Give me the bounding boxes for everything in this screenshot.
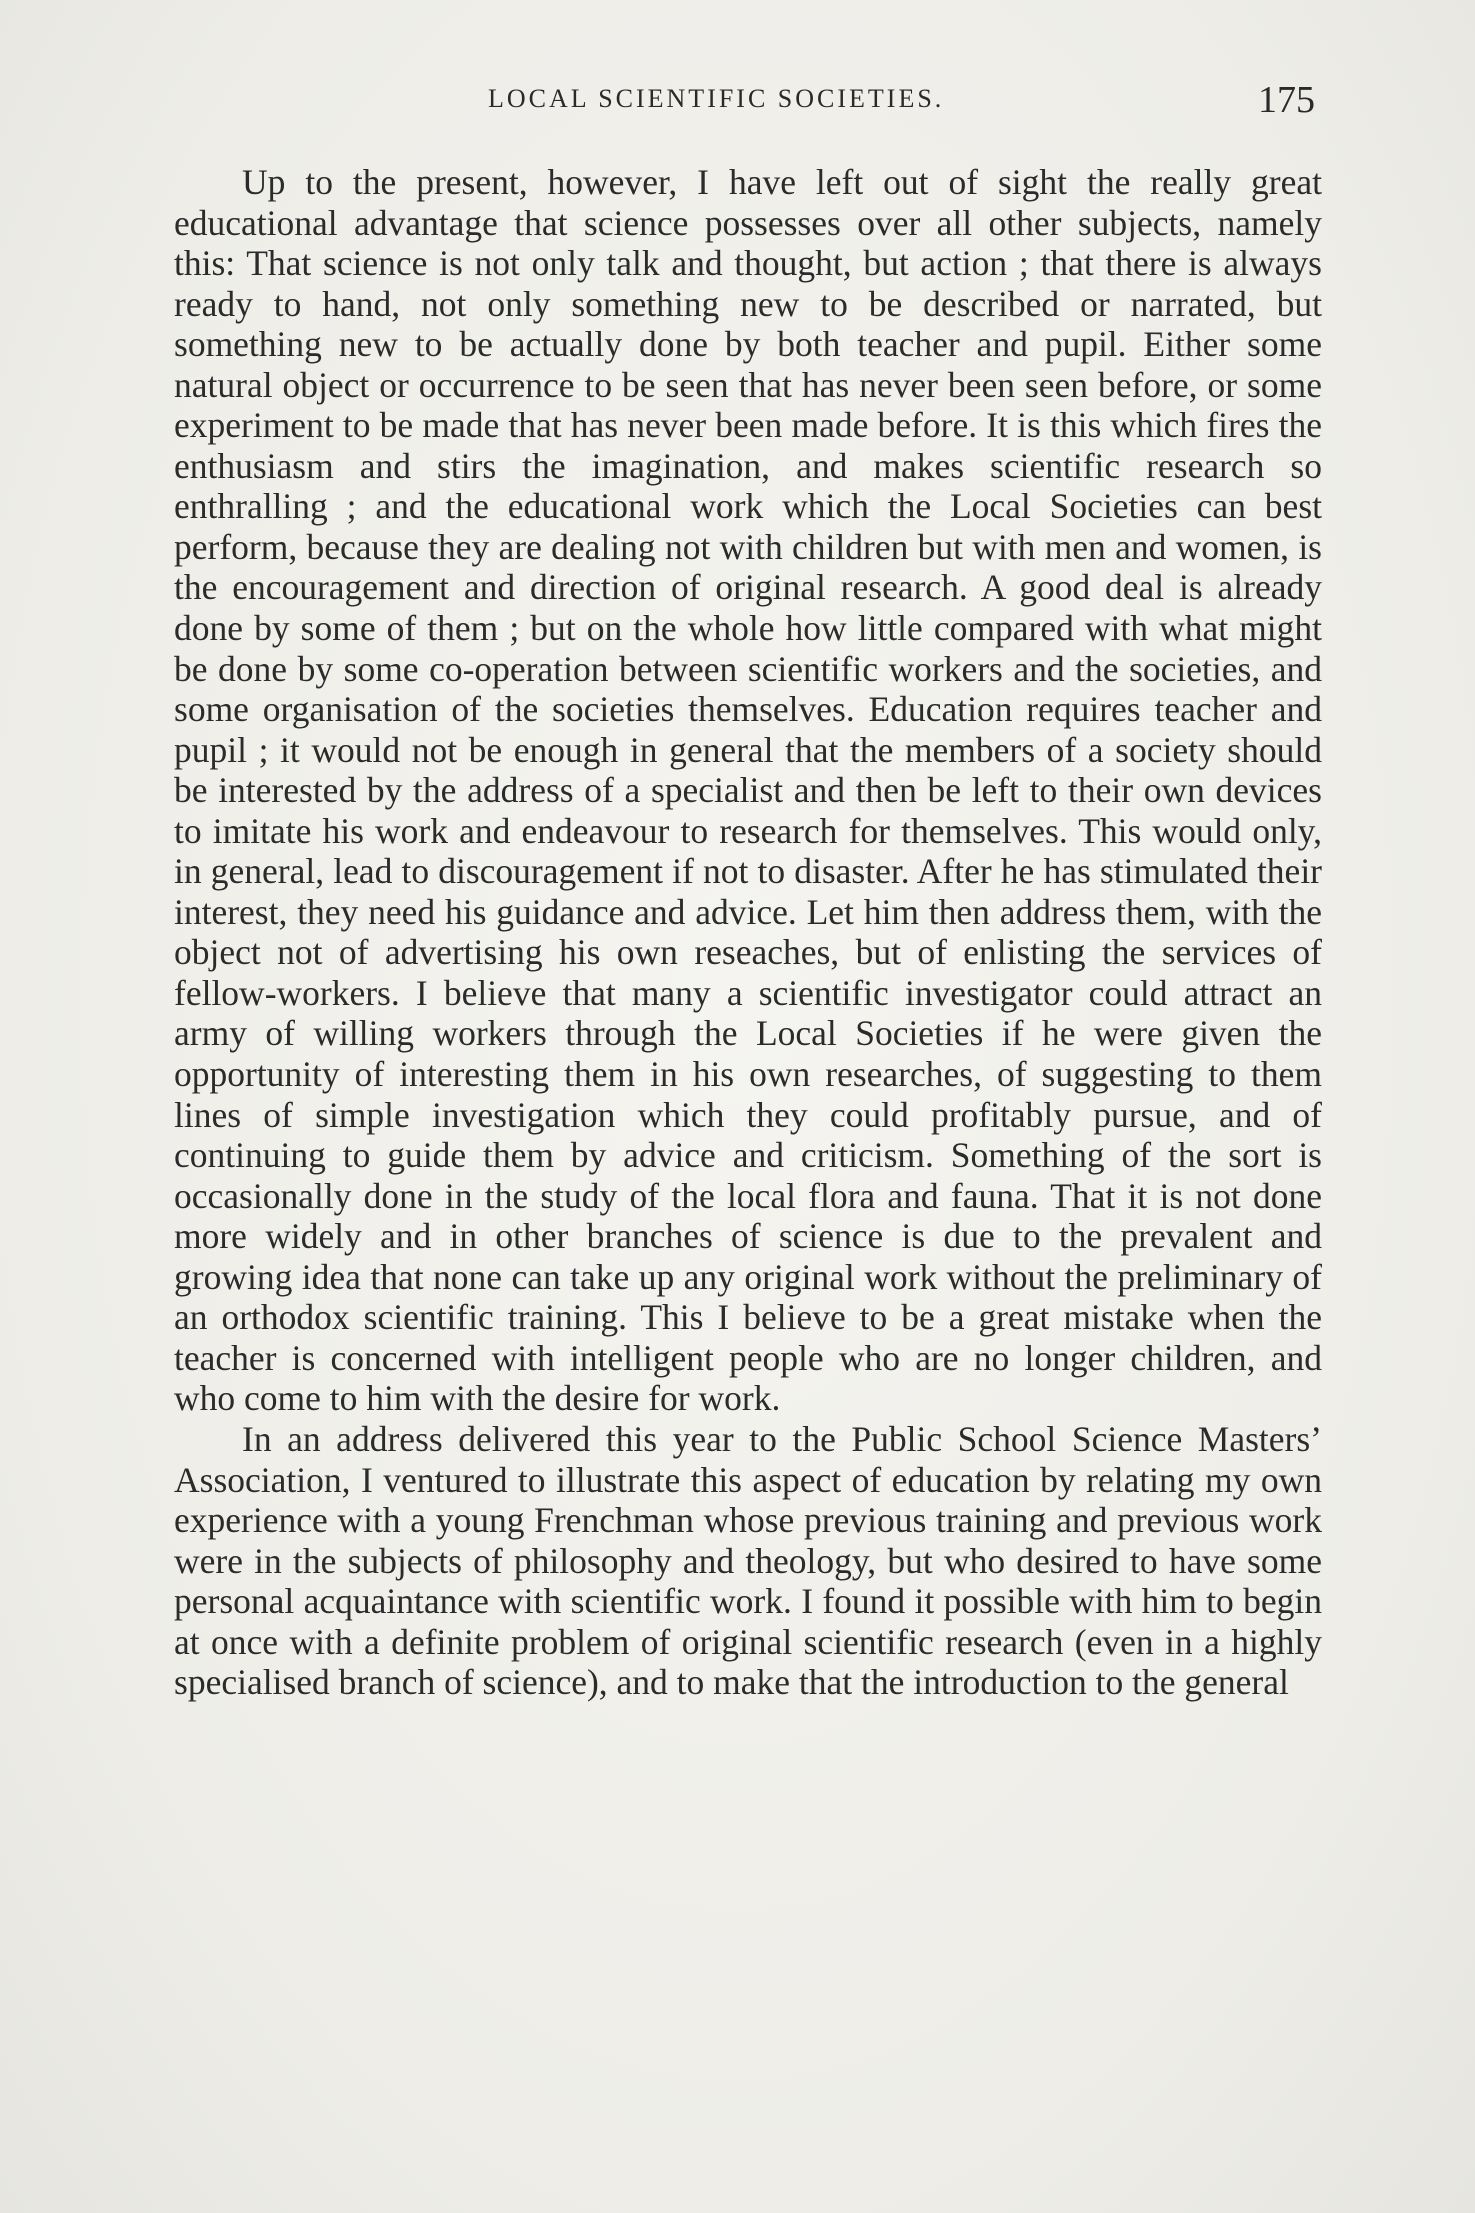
paragraph-1: Up to the present, however, I have left out of sight the really great educational advantage that science possesses over all other subjects, namely this: That science is not only talk and thought, but action ; that there is always ready to hand, not only something new to be described or narrated, but something new to be actually done by both teacher and pupil. Either some natural object or occurrence to be seen that has never been seen before, or some experiment to be made that has never been made before. It is this which fires the enthusiasm and stirs the imagination, and makes scientific research so enthralling ; and the educational work which the Local Societies can best perform, because they are dealing not with children but with men and women, is the encouragement and direction of original research. A good deal is already done by some of them ; but on the whole how little compared with what might be done by some co-operation between scientific workers and the societies, and some organisation of the societies themselves. Education requires teacher and pupil ; it would not be enough in general that the members of a society should be interested by the address of a specialist and then be left to their own devices to imitate his work and endeavour to research for themselves. This would only, in general, lead to discouragement if not to disaster. After he has stimulated their interest, they need his guidance and advice. Let him then address them, with the object not of advertising his own reseaches, but of enlisting the services of fellow-workers. I believe that many a scientific investigator could attract an army of willing workers through the Local Societies if he were given the opportunity of interesting them in his own researches, of suggesting to them lines of simple investigation which they could profitably pursue, and of continuing to guide them by advice and criticism. Something of the sort is occasionally done in the study of the local flora and fauna. That it is not done more widely and in other branches of science is due to the prevalent and growing idea that none can take up any original work without the preliminary of an orthodox scientific training. This I believe to be a great mistake when the teacher is concerned with intelligent people who are no longer children, and who come to him with the desire for work. [174, 162, 1322, 1419]
running-title: LOCAL SCIENTIFIC SOCIETIES. [488, 84, 945, 113]
body-text [174, 162, 1322, 1703]
paragraph-2: In an address delivered this year to the Public School Science Masters’ Association, I ventured to illustrate this aspect of education by relating my own experience with a young Frenchman whose previous training and previous work were in the subjects of philosophy and theology, but who desired to have some personal acquaintance with scientific work. I found it possible with him to begin at once with a definite problem of original scientific research (even in a highly specialised branch of science), and to make that the introduction to the general [174, 1418, 1322, 1703]
page-number: 175 [1258, 79, 1315, 121]
running-head [0, 78, 1475, 128]
